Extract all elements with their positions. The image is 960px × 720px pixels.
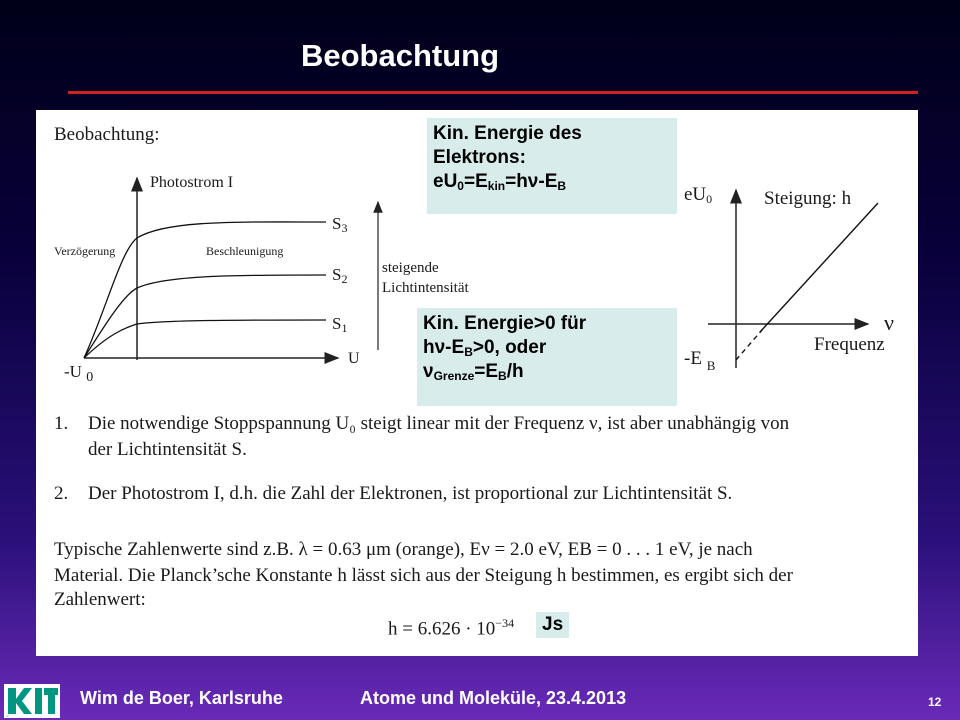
page-number: 12 — [928, 695, 942, 709]
nu-symbol: ν — [884, 310, 894, 335]
frequency-label: Frequenz — [814, 334, 885, 355]
kinetic-energy-box — [427, 118, 677, 214]
x-axis-label-u: U — [348, 350, 360, 367]
list-item-continuation: der Lichtintensität S. — [88, 439, 247, 460]
box2-line1: Kin. Energie>0 für — [423, 313, 587, 334]
frequency-line-solid — [760, 203, 878, 332]
svg-text:KIT: KIT — [6, 716, 10, 718]
footer-author: Wim de Boer, Karlsruhe — [80, 688, 283, 708]
paragraph-line: Zahlenwert: — [54, 589, 146, 610]
paragraph-line: Material. Die Planck’sche Konstante h lässt sich aus der Steigung h bestimmen, es ergibt sich der — [54, 565, 793, 586]
frequency-line-dashed — [736, 330, 762, 360]
planck-unit: Js — [536, 612, 569, 638]
box2-line2: $h\nu-E_B>0$, oder — [423, 337, 547, 359]
intercept-label: -E $_B$ — [684, 348, 716, 373]
box2-line3: $\nu_{Grenze}=E_B/h$ — [423, 361, 524, 383]
box1-line2: Elektrons: — [433, 147, 526, 168]
box1-formula: $eU_0=E_{kin}=h\nu-E_B$ — [433, 171, 567, 193]
region-label-verzoegerung: Verzögerung — [54, 244, 116, 258]
curve-s1 — [84, 320, 326, 358]
slope-label: Steigung: h — [764, 188, 852, 209]
planck-formula: $h = 6.626 \cdot 10^{-34}$ — [388, 616, 515, 640]
stop-voltage-label: -U $_0$ — [64, 362, 94, 385]
list-item: 2. Der Photostrom I, d.h. die Zahl der Elektronen, ist proportional zur Lichtintensität S. — [54, 483, 733, 504]
paragraph-line: Typische Zahlenwerte sind z.B. λ = 0.63 μm (orange), Eν = 2.0 eV, EB = 0 . . . 1 eV, je nach — [54, 539, 753, 560]
y-axis-label-photostrom: Photostrom I — [150, 174, 234, 191]
region-label-beschleunigung: Beschleunigung — [206, 244, 284, 258]
curve-label-s2: $S_2$ — [332, 265, 348, 286]
footer-course: Atome und Moleküle, 23.4.2013 — [360, 688, 627, 708]
content-panel — [36, 110, 918, 656]
box1-line1: Kin. Energie des — [433, 123, 582, 144]
curve-s3 — [84, 222, 326, 358]
threshold-box — [417, 308, 677, 406]
figure-heading: Beobachtung: — [54, 124, 160, 145]
title-divider — [68, 91, 918, 94]
curve-label-s3: $S_3$ — [332, 214, 348, 235]
list-item: 1. Die notwendige Stoppspannung U₀ steigt linear mit der Frequenz ν, ist aber unabhängig von — [54, 413, 790, 434]
curve-s2 — [84, 275, 326, 358]
curve-label-s1: $S_1$ — [332, 314, 348, 335]
slide-title: Beobachtung — [300, 38, 500, 73]
intensity-label: steigende Lichtintensität — [382, 260, 469, 296]
kit-logo-icon — [4, 684, 60, 718]
right-y-axis-label: $eU_0$ — [684, 184, 713, 206]
